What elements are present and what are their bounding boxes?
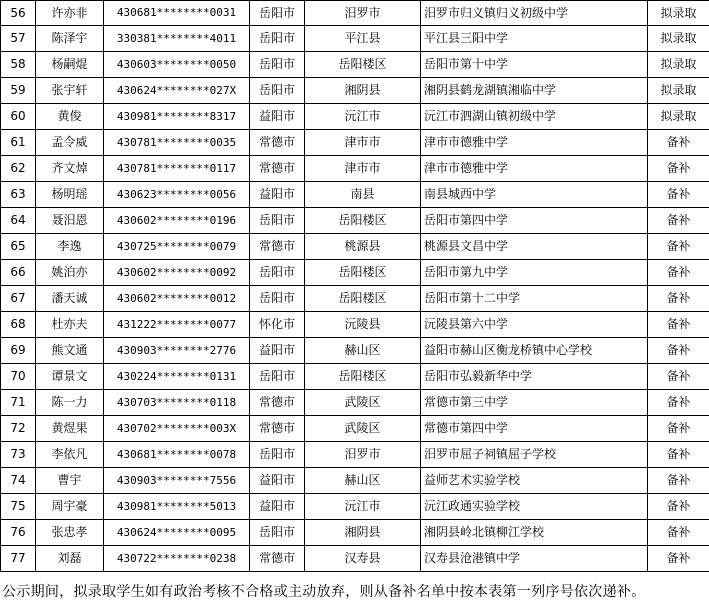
- status-cell: 备补: [648, 182, 709, 208]
- row-number-cell: 73: [1, 442, 36, 468]
- city-cell: 益阳市: [250, 338, 305, 364]
- table-row: [1, 390, 709, 416]
- status-cell: 备补: [648, 286, 709, 312]
- school-cell: 岳阳市第十二中学: [421, 286, 648, 312]
- student-name-cell: 杜亦夫: [36, 312, 104, 338]
- id-number-cell: 430224********0131: [104, 364, 250, 390]
- footer-note: 公示期间，拟录取学生如有政治考核不合格或主动放弃，则从备补名单中按本表第一列序号依次递补。: [2, 584, 646, 600]
- status-cell: 备补: [648, 260, 709, 286]
- table-row: [1, 338, 709, 364]
- id-number-cell: 431222********0077: [104, 312, 250, 338]
- city-cell: 岳阳市: [250, 364, 305, 390]
- city-cell: 常德市: [250, 156, 305, 182]
- county-cell: 湘阴县: [305, 78, 421, 104]
- city-cell: 岳阳市: [250, 26, 305, 52]
- table-row: [1, 182, 709, 208]
- id-number-cell: 430602********0196: [104, 208, 250, 234]
- id-number-cell: 430725********0079: [104, 234, 250, 260]
- row-number-cell: 74: [1, 468, 36, 494]
- student-name-cell: 黄煜果: [36, 416, 104, 442]
- city-cell: 岳阳市: [250, 442, 305, 468]
- student-name-cell: 杨嗣焜: [36, 52, 104, 78]
- county-cell: 沅江市: [305, 494, 421, 520]
- status-cell: 拟录取: [648, 52, 709, 78]
- status-cell: 备补: [648, 130, 709, 156]
- county-cell: 沅陵县: [305, 312, 421, 338]
- school-cell: 岳阳市第九中学: [421, 260, 648, 286]
- id-number-cell: 430603********0050: [104, 52, 250, 78]
- status-cell: 备补: [648, 364, 709, 390]
- status-cell: 拟录取: [648, 104, 709, 130]
- student-name-cell: 刘磊: [36, 546, 104, 572]
- student-name-cell: 熊文通: [36, 338, 104, 364]
- id-number-cell: 330381********4011: [104, 26, 250, 52]
- student-name-cell: 谭景文: [36, 364, 104, 390]
- id-number-cell: 430781********0117: [104, 156, 250, 182]
- id-number-cell: 430681********0078: [104, 442, 250, 468]
- student-name-cell: 姚泊亦: [36, 260, 104, 286]
- city-cell: 常德市: [250, 546, 305, 572]
- city-cell: 常德市: [250, 130, 305, 156]
- county-cell: 湘阴县: [305, 520, 421, 546]
- county-cell: 赫山区: [305, 338, 421, 364]
- id-number-cell: 430703********0118: [104, 390, 250, 416]
- student-name-cell: 聂汨恩: [36, 208, 104, 234]
- row-number-cell: 71: [1, 390, 36, 416]
- row-number-cell: 69: [1, 338, 36, 364]
- status-cell: 备补: [648, 416, 709, 442]
- school-cell: 常德市第三中学: [421, 390, 648, 416]
- school-cell: 沅陵县第六中学: [421, 312, 648, 338]
- county-cell: 汨罗市: [305, 1, 421, 26]
- city-cell: 岳阳市: [250, 260, 305, 286]
- table-row: [1, 130, 709, 156]
- row-number-cell: 56: [1, 1, 36, 26]
- school-cell: 汨罗市归义镇归义初级中学: [421, 1, 648, 26]
- city-cell: 岳阳市: [250, 52, 305, 78]
- county-cell: 岳阳楼区: [305, 364, 421, 390]
- table-row: [1, 520, 709, 546]
- student-name-cell: 李依凡: [36, 442, 104, 468]
- status-cell: 拟录取: [648, 78, 709, 104]
- row-number-cell: 70: [1, 364, 36, 390]
- table-row: [1, 1, 709, 26]
- status-cell: 备补: [648, 208, 709, 234]
- school-cell: 湘阴县岭北镇柳江学校: [421, 520, 648, 546]
- id-number-cell: 430722********0238: [104, 546, 250, 572]
- row-number-cell: 65: [1, 234, 36, 260]
- student-name-cell: 张忠孝: [36, 520, 104, 546]
- county-cell: 津市市: [305, 156, 421, 182]
- id-number-cell: 430602********0012: [104, 286, 250, 312]
- city-cell: 益阳市: [250, 494, 305, 520]
- row-number-cell: 76: [1, 520, 36, 546]
- table-row: [1, 312, 709, 338]
- id-number-cell: 430624********0095: [104, 520, 250, 546]
- city-cell: 常德市: [250, 390, 305, 416]
- county-cell: 南县: [305, 182, 421, 208]
- county-cell: 武陵区: [305, 390, 421, 416]
- school-cell: 南县城西中学: [421, 182, 648, 208]
- school-cell: 桃源县文昌中学: [421, 234, 648, 260]
- row-number-cell: 67: [1, 286, 36, 312]
- county-cell: 津市市: [305, 130, 421, 156]
- id-number-cell: 430623********0056: [104, 182, 250, 208]
- county-cell: 平江县: [305, 26, 421, 52]
- school-cell: 岳阳市弘毅新华中学: [421, 364, 648, 390]
- county-cell: 沅江市: [305, 104, 421, 130]
- student-name-cell: 齐文焯: [36, 156, 104, 182]
- table-row: [1, 442, 709, 468]
- student-name-cell: 陈泽宇: [36, 26, 104, 52]
- row-number-cell: 72: [1, 416, 36, 442]
- id-number-cell: 430702********003X: [104, 416, 250, 442]
- id-number-cell: 430602********0092: [104, 260, 250, 286]
- county-cell: 武陵区: [305, 416, 421, 442]
- row-number-cell: 61: [1, 130, 36, 156]
- student-name-cell: 李逸: [36, 234, 104, 260]
- county-cell: 汨罗市: [305, 442, 421, 468]
- table-row: [1, 156, 709, 182]
- school-cell: 汨罗市屈子祠镇屈子学校: [421, 442, 648, 468]
- student-name-cell: 许亦非: [36, 1, 104, 26]
- county-cell: 岳阳楼区: [305, 52, 421, 78]
- status-cell: 备补: [648, 520, 709, 546]
- city-cell: 岳阳市: [250, 286, 305, 312]
- status-cell: 备补: [648, 494, 709, 520]
- city-cell: 益阳市: [250, 182, 305, 208]
- id-number-cell: 430781********0035: [104, 130, 250, 156]
- school-cell: 沅江市泗湖山镇初级中学: [421, 104, 648, 130]
- table-row: [1, 78, 709, 104]
- student-name-cell: 周宇豪: [36, 494, 104, 520]
- id-number-cell: 430624********027X: [104, 78, 250, 104]
- county-cell: 赫山区: [305, 468, 421, 494]
- row-number-cell: 68: [1, 312, 36, 338]
- school-cell: 益师艺术实验学校: [421, 468, 648, 494]
- student-name-cell: 孟令威: [36, 130, 104, 156]
- table-row: [1, 208, 709, 234]
- row-number-cell: 75: [1, 494, 36, 520]
- row-number-cell: 60: [1, 104, 36, 130]
- student-name-cell: 曹宇: [36, 468, 104, 494]
- table-row: [1, 234, 709, 260]
- school-cell: 常德市第四中学: [421, 416, 648, 442]
- status-cell: 拟录取: [648, 1, 709, 26]
- row-number-cell: 77: [1, 546, 36, 572]
- school-cell: 益阳市赫山区衡龙桥镇中心学校: [421, 338, 648, 364]
- city-cell: 岳阳市: [250, 208, 305, 234]
- row-number-cell: 66: [1, 260, 36, 286]
- table-row: [1, 286, 709, 312]
- row-number-cell: 57: [1, 26, 36, 52]
- student-name-cell: 黄俊: [36, 104, 104, 130]
- table-row: [1, 52, 709, 78]
- county-cell: 桃源县: [305, 234, 421, 260]
- id-number-cell: 430903********7556: [104, 468, 250, 494]
- student-name-cell: 张宇轩: [36, 78, 104, 104]
- county-cell: 岳阳楼区: [305, 260, 421, 286]
- table-row: [1, 104, 709, 130]
- status-cell: 备补: [648, 468, 709, 494]
- city-cell: 岳阳市: [250, 1, 305, 26]
- school-cell: 沅江政通实验学校: [421, 494, 648, 520]
- city-cell: 岳阳市: [250, 78, 305, 104]
- id-number-cell: 430903********2776: [104, 338, 250, 364]
- id-number-cell: 430981********5013: [104, 494, 250, 520]
- county-cell: 汉寿县: [305, 546, 421, 572]
- id-number-cell: 430981********8317: [104, 104, 250, 130]
- school-cell: 岳阳市第四中学: [421, 208, 648, 234]
- school-cell: 平江县三阳中学: [421, 26, 648, 52]
- status-cell: 备补: [648, 234, 709, 260]
- student-name-cell: 杨明瑶: [36, 182, 104, 208]
- county-cell: 岳阳楼区: [305, 286, 421, 312]
- city-cell: 怀化市: [250, 312, 305, 338]
- status-cell: 备补: [648, 312, 709, 338]
- county-cell: 岳阳楼区: [305, 208, 421, 234]
- table-row: [1, 468, 709, 494]
- table-row: [1, 416, 709, 442]
- status-cell: 备补: [648, 546, 709, 572]
- student-name-cell: 陈一力: [36, 390, 104, 416]
- table-row: [1, 364, 709, 390]
- row-number-cell: 62: [1, 156, 36, 182]
- city-cell: 常德市: [250, 416, 305, 442]
- school-cell: 津市市德雅中学: [421, 156, 648, 182]
- row-number-cell: 59: [1, 78, 36, 104]
- city-cell: 益阳市: [250, 104, 305, 130]
- row-number-cell: 58: [1, 52, 36, 78]
- id-number-cell: 430681********0031: [104, 1, 250, 26]
- table-row: [1, 494, 709, 520]
- status-cell: 备补: [648, 390, 709, 416]
- row-number-cell: 63: [1, 182, 36, 208]
- status-cell: 备补: [648, 442, 709, 468]
- city-cell: 常德市: [250, 234, 305, 260]
- student-name-cell: 潘天诚: [36, 286, 104, 312]
- school-cell: 湘阴县鹤龙湖镇湘临中学: [421, 78, 648, 104]
- school-cell: 津市市德雅中学: [421, 130, 648, 156]
- table-row: [1, 260, 709, 286]
- status-cell: 备补: [648, 338, 709, 364]
- row-number-cell: 64: [1, 208, 36, 234]
- city-cell: 益阳市: [250, 468, 305, 494]
- status-cell: 备补: [648, 156, 709, 182]
- school-cell: 汉寿县沧港镇中学: [421, 546, 648, 572]
- city-cell: 岳阳市: [250, 520, 305, 546]
- table-row: [1, 546, 709, 572]
- school-cell: 岳阳市第十中学: [421, 52, 648, 78]
- table-row: [1, 26, 709, 52]
- table-body: [1, 1, 709, 572]
- status-cell: 拟录取: [648, 26, 709, 52]
